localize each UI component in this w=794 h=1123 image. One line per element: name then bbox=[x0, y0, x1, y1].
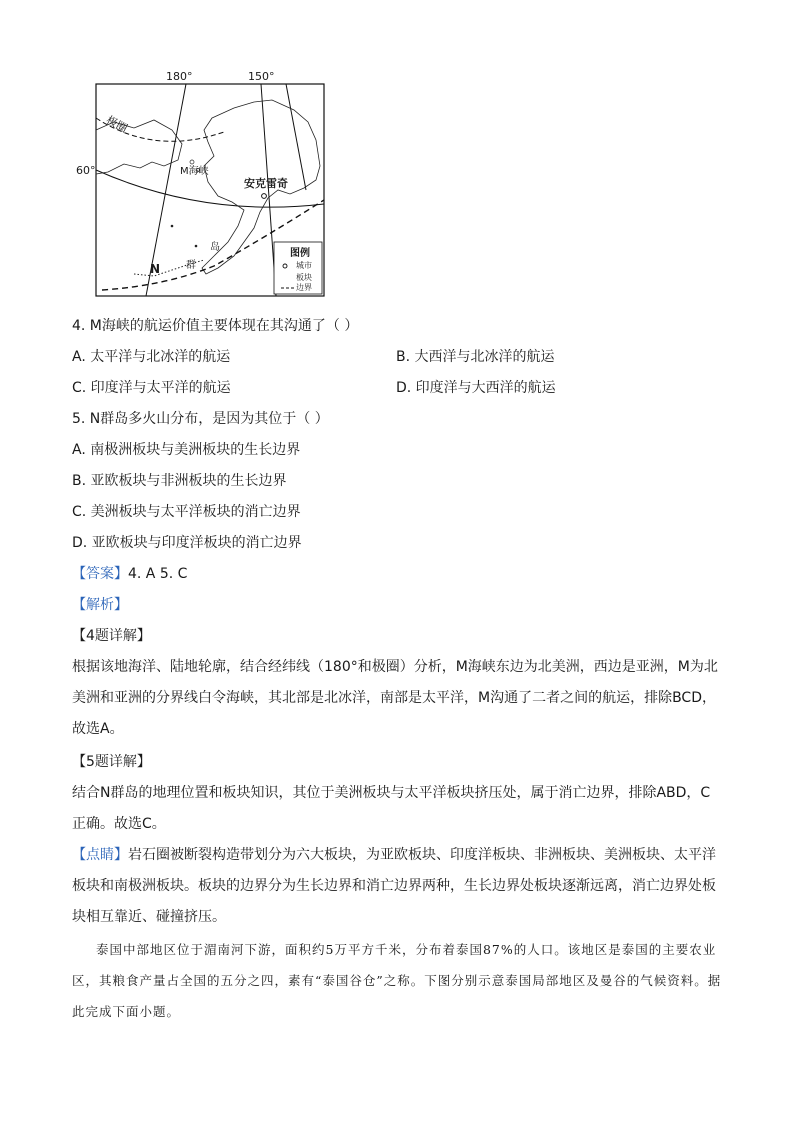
label-islands-1: 岛 bbox=[210, 242, 220, 253]
note-text: 岩石圈被断裂构造带划分为六大板块，为亚欧板块、印度洋板块、非洲板块、美洲板块、太平洋板块和南极洲板块。板块的边界分为生长边界和消亡边界两种，生长边界处板块逐渐远离，消亡边界处板块相互靠近、碰撞挤压。 bbox=[72, 847, 716, 925]
label-city: 安克雷奇 bbox=[244, 177, 288, 190]
label-polar-circle: 极圈 bbox=[104, 113, 130, 136]
q4-option-a[interactable]: A. 太平洋与北冰洋的航运 bbox=[72, 349, 231, 365]
answer-text: 4. A 5. C bbox=[128, 566, 188, 582]
legend-plate-2: 边界 bbox=[296, 283, 312, 292]
legend-city: 城市 bbox=[296, 261, 312, 270]
q4-option-b[interactable]: B. 大西洋与北冰洋的航运 bbox=[396, 349, 555, 365]
legend-title: 图例 bbox=[290, 248, 310, 259]
q5-stem: 5. N群岛多火山分布，是因为其位于（ ） bbox=[72, 411, 329, 427]
label-60: 60° bbox=[76, 164, 96, 177]
analysis-tag: 【解析】 bbox=[72, 597, 128, 613]
answer-tag: 【答案】 bbox=[72, 566, 128, 582]
map-svg bbox=[94, 70, 326, 298]
answer-line bbox=[72, 564, 187, 584]
q4-stem: 4. M海峡的航运价值主要体现在其沟通了（ ） bbox=[72, 318, 359, 334]
legend-plate-1: 板块 bbox=[296, 273, 312, 282]
detail-5-text: 结合N群岛的地理位置和板块知识，其位于美洲板块与太平洋板块挤压处，属于消亡边界，排除ABD，C正确。故选C。 bbox=[72, 785, 711, 832]
q5-option-a[interactable]: A. 南极洲板块与美洲板块的生长边界 bbox=[72, 442, 301, 458]
label-islands-letter: N bbox=[150, 262, 161, 276]
map-figure bbox=[76, 70, 326, 298]
q4-option-d[interactable]: D. 印度洋与大西洋的航运 bbox=[396, 380, 556, 396]
q5-option-d[interactable]: D. 亚欧板块与印度洋板块的消亡边界 bbox=[72, 535, 302, 551]
note-tag: 【点睛】 bbox=[72, 847, 128, 863]
q4-option-c[interactable]: C. 印度洋与太平洋的航运 bbox=[72, 380, 231, 396]
label-150: 150° bbox=[248, 70, 275, 83]
q5-option-b[interactable]: B. 亚欧板块与非洲板块的生长边界 bbox=[72, 473, 287, 489]
detail-4-title: 【4题详解】 bbox=[72, 628, 151, 644]
label-islands-2: 群 bbox=[186, 260, 196, 271]
q5-option-c[interactable]: C. 美洲板块与太平洋板块的消亡边界 bbox=[72, 504, 301, 520]
note-block bbox=[72, 840, 722, 933]
city-marker bbox=[262, 194, 267, 199]
passage-text: 泰国中部地区位于湄南河下游，面积约5万平方千米，分布着泰国87%的人口。该地区是泰国的主要农业区，其粮食产量占全国的五分之四，素有“泰国谷仓”之称。下图分别示意泰国局部地区及曼谷的气候资料。据此完成下面小题。 bbox=[72, 942, 722, 1019]
detail-5-title: 【5题详解】 bbox=[72, 754, 151, 770]
label-180: 180° bbox=[166, 70, 193, 83]
label-strait: M海峡 bbox=[180, 166, 209, 177]
detail-4-text: 根据该地海洋、陆地轮廓，结合经纬线（180°和极圈）分析，M海峡东边为北美洲，西边是亚洲，M为北美洲和亚洲的分界线白令海峡，其北部是北冰洋，南部是太平洋，M沟通了二者之间的航运，排除BCD，故选A。 bbox=[72, 659, 718, 737]
